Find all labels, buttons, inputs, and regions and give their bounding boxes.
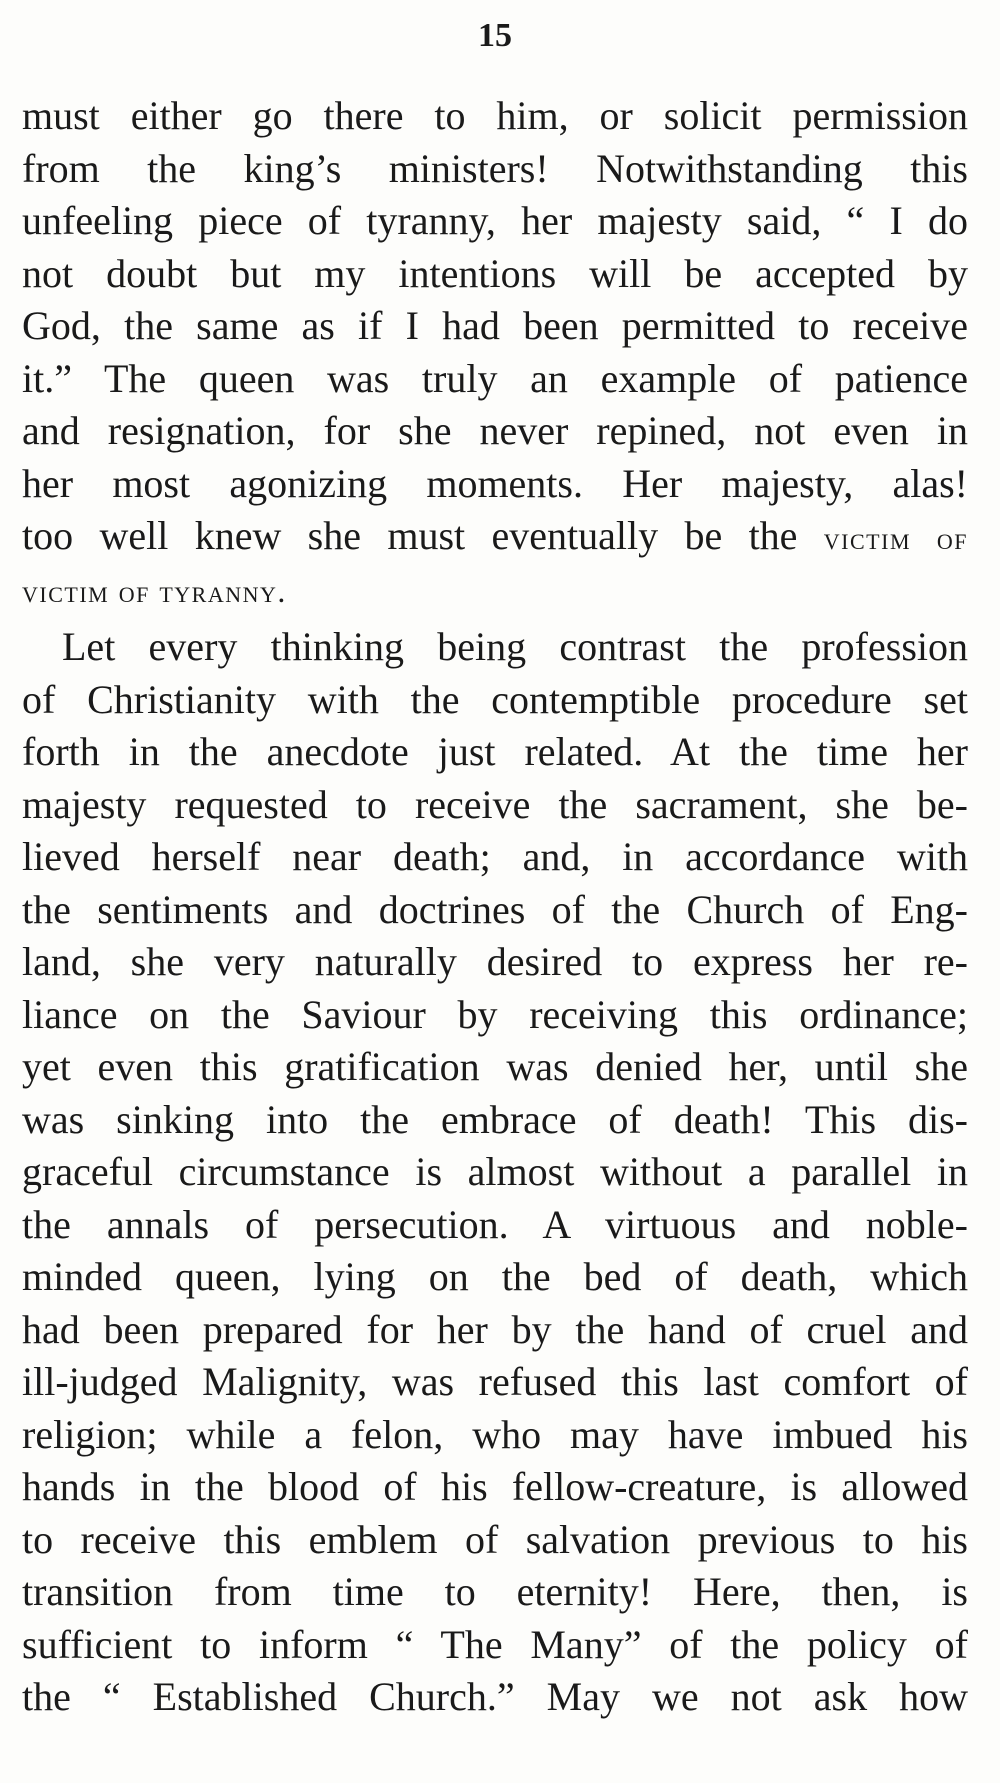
small-caps-text: victim of [823,520,968,556]
text-line: transition from time to eternity! Here, then, is [22,1569,968,1614]
text-line: from the king’s ministers! Notwithstanding this [22,145,968,191]
text-line: the sentiments and doctrines of the Church of Eng- [22,886,968,932]
text-line: and resignation, for she never repined, not even in [22,408,968,453]
small-caps-text: victim of tyranny. [22,572,287,609]
text-line: ill-judged Malignity, was refused this last comfort of [22,1359,968,1404]
text-line: land, she very naturally desired to express her re- [22,939,968,984]
text-line: hands in the blood of his fellow-creature, is allowed [22,1464,968,1509]
text-line: sufficient to inform “ The Many” of the policy of [22,1621,968,1667]
text-line: religion; while a felon, who may have imbued his [22,1411,968,1457]
text-line: her most agonizing moments. Her majesty, alas! [22,460,968,506]
text-line: must either go there to him, or solicit permission [22,93,968,138]
text-line: unfeeling piece of tyranny, her majesty said, “ I do [22,198,968,243]
text-line: not doubt but my intentions will be accepted by [22,250,968,296]
text-line: had been prepared for her by the hand of cruel and [22,1306,968,1352]
text-line: yet even this gratification was denied her, until she [22,1044,968,1089]
text-line: graceful circumstance is almost without a parallel in [22,1149,968,1194]
text-line: the annals of persecution. A virtuous and noble- [22,1201,968,1247]
body-text [22,90,968,1724]
text-line: to receive this emblem of salvation previous to his [22,1516,968,1562]
text-line: majesty requested to receive the sacrament, she be- [22,781,968,827]
text-line: minded queen, lying on the bed of death, which [22,1254,968,1299]
text-line [22,510,968,563]
text-line: of Christianity with the contemptible procedure set [22,676,968,722]
text-line: it.” The queen was truly an example of patience [22,355,968,401]
text-line: Let every thinking being contrast the profession [62,624,968,669]
text-fragment: too well knew she must eventually be the [22,513,824,558]
text-line: the “ Established Church.” May we not ask how [22,1674,968,1719]
text-line: liance on the Saviour by receiving this ordinance; [22,991,968,1037]
page-number: 15 [478,17,512,54]
text-line: lieved herself near death; and, in accordance with [22,834,968,879]
text-line: was sinking into the embrace of death! This dis- [22,1096,968,1142]
text-line: forth in the anecdote just related. At the time her [22,729,968,774]
text-line: God, the same as if I had been permitted to receive [22,303,968,348]
text-line [22,563,968,616]
